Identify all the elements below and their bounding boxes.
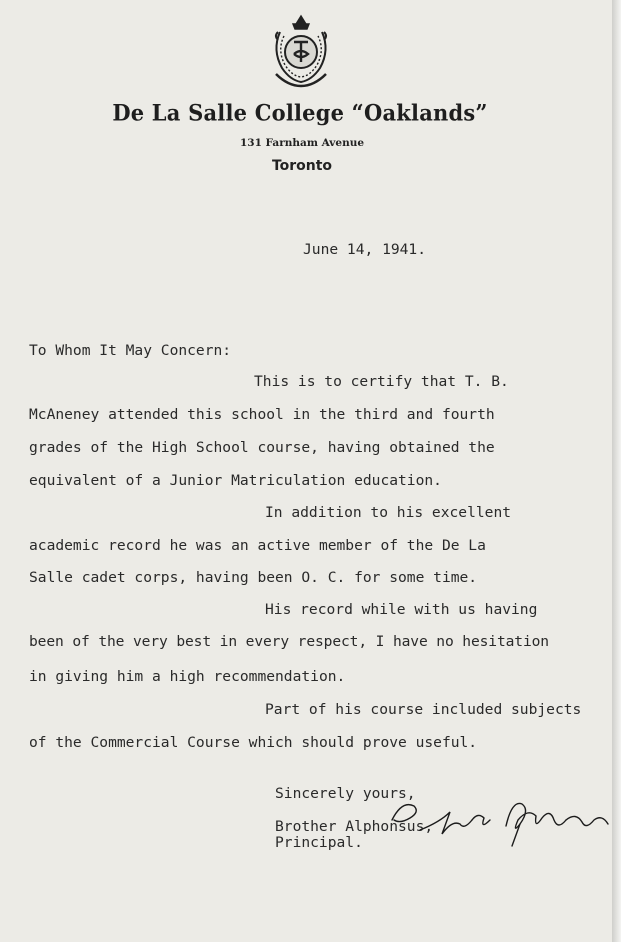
body-line: In addition to his excellent <box>265 504 512 521</box>
body-line: equivalent of a Junior Matriculation education. <box>29 472 442 489</box>
body-line: of the Commercial Course which should prove useful. <box>29 734 478 751</box>
valediction: Sincerely yours, <box>275 785 416 802</box>
body-line: McAneney attended this school in the third and fourth <box>29 406 495 423</box>
salutation: To Whom It May Concern: <box>29 342 232 359</box>
school-name: De La Salle College “Oaklands” <box>112 99 488 126</box>
body-line: academic record he was an active member of the De La <box>29 537 486 554</box>
body-line: Part of his course included subjects <box>265 701 582 718</box>
body-line: Salle cadet corps, having been O. C. for some time. <box>29 569 478 586</box>
signatory-name: Brother Alphonsus, <box>275 818 434 835</box>
body-line: been of the very best in every respect, I have no hesitation <box>29 633 549 650</box>
school-crest-icon <box>266 10 336 90</box>
page-edge <box>612 0 621 942</box>
school-address: 131 Farnham Avenue <box>239 137 365 149</box>
school-city: Toronto <box>271 158 333 174</box>
signatory-title: Principal. <box>275 834 363 851</box>
body-line: This is to certify that T. B. <box>254 373 509 390</box>
body-line: grades of the High School course, having obtained the <box>29 439 495 456</box>
letter-date: June 14, 1941. <box>303 241 427 258</box>
body-line: in giving him a high recommendation. <box>29 668 346 685</box>
handwritten-signature <box>380 790 620 860</box>
body-line: His record while with us having <box>265 601 538 618</box>
